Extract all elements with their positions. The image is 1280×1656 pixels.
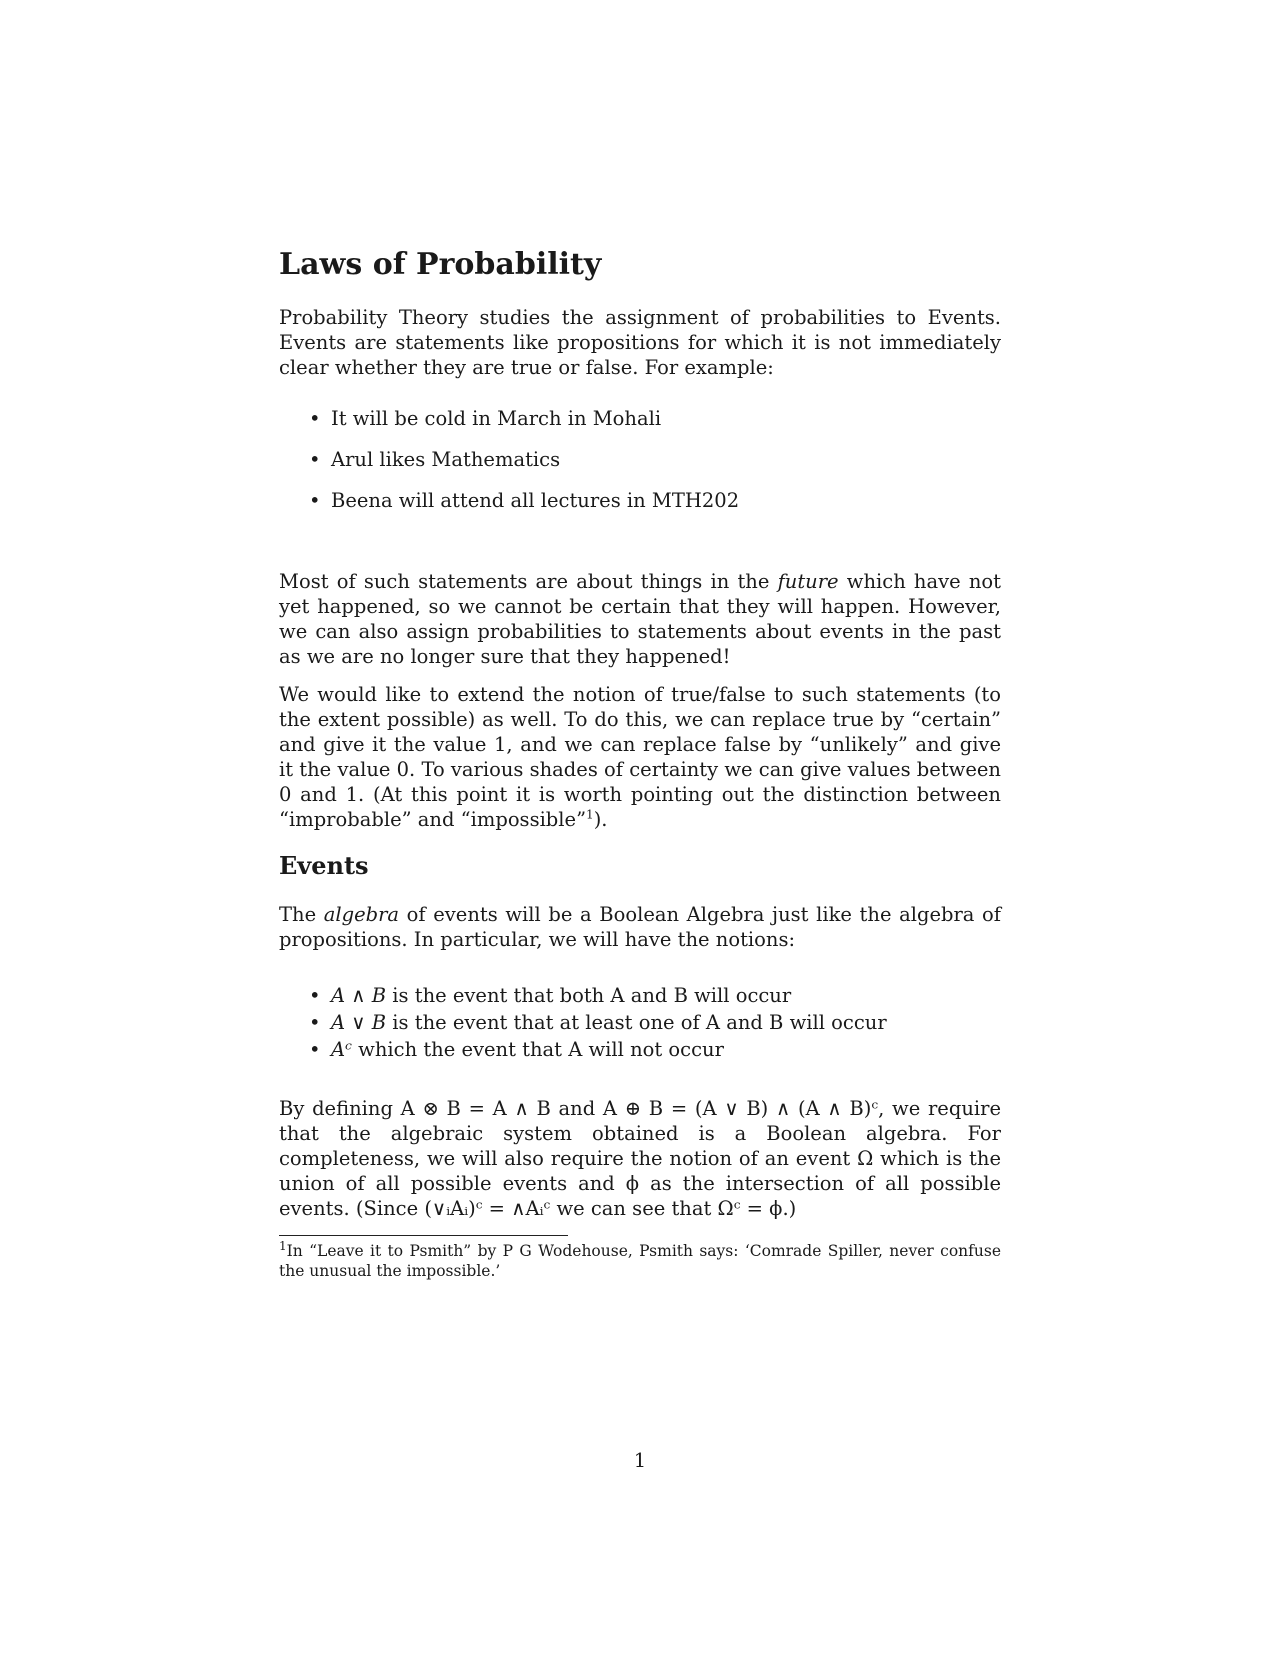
list-item: • Beena will attend all lectures in MTH202 xyxy=(309,488,739,513)
text-span: The xyxy=(279,903,324,926)
list-item xyxy=(309,1036,887,1063)
list-item xyxy=(309,1009,887,1036)
footnote-divider xyxy=(279,1235,568,1236)
math-expression: A ∧ B xyxy=(331,984,387,1007)
emphasis-text: algebra xyxy=(323,903,400,926)
emphasis-text: future xyxy=(777,570,839,593)
certainty-paragraph xyxy=(279,682,1001,832)
footnote xyxy=(279,1238,1001,1281)
list-item xyxy=(309,982,887,1009)
text-span: is the event that at least one of A and B will occur xyxy=(386,1011,887,1034)
page-title: Laws of Probability xyxy=(279,247,602,282)
text-span: Most of such statements are about things in the xyxy=(279,570,778,593)
intro-paragraph: Probability Theory studies the assignment of probabilities to Events. Events are statements like propositions for which it is not immediately clear whether they are true or false. For example: xyxy=(279,306,1001,379)
future-paragraph xyxy=(279,569,1001,669)
footnote-mark: 1 xyxy=(279,1238,287,1253)
footnote-text: In “Leave it to Psmith” by P G Wodehouse, Psmith says: ‘Comrade Spiller, never confuse the unusual the impossible.’ xyxy=(279,1242,1001,1280)
boolean-paragraph: By defining A ⊗ B = A ∧ B and A ⊕ B = (A ∨ B) ∧ (A ∧ B)ᶜ, we require that the algebraic system obtained is a Boolean algebra. For completeness, we will also require the notion of an event Ω which is the union of all possible events and ϕ as the intersection of all possible events. (Since (∨ᵢAᵢ)ᶜ = ∧Aᵢᶜ we can see that Ωᶜ = ϕ.) xyxy=(279,1097,1001,1220)
page-number: 1 xyxy=(633,1449,647,1472)
text-span: of events will be a Boolean Algebra just like the algebra of propositions. In particular, we will have the notions: xyxy=(279,903,1001,951)
text-span: We would like to extend the notion of true/false to such statements (to the extent possible) as well. To do this, we can replace true by “certain” and give it the value 1, and we can replace false by “unlikely” and give it the value 0. To various shades of certainty we can give values between 0 and 1. (At this point it is worth pointing out the distinction between “improbable” and “impossible” xyxy=(279,683,1001,831)
math-expression: Aᶜ xyxy=(331,1038,352,1061)
math-expression: A ∨ B xyxy=(331,1011,387,1034)
footnote-mark[interactable]: 1 xyxy=(586,807,594,822)
algebra-paragraph xyxy=(279,902,1001,952)
text-span: is the event that both A and B will occur xyxy=(386,984,792,1007)
section-heading-events: Events xyxy=(279,851,369,880)
text-span: which the event that A will not occur xyxy=(351,1038,724,1061)
notions-list xyxy=(309,982,887,1063)
list-item: • It will be cold in March in Mohali xyxy=(309,406,739,431)
text-span: which have not yet happened, so we cannot be certain that they will happen. However, we can also assign probabilities to statements about events in the past as we are no longer sure that they happened! xyxy=(279,570,1001,668)
list-item: • Arul likes Mathematics xyxy=(309,447,739,472)
text-span: ). xyxy=(593,808,608,831)
examples-list xyxy=(309,406,739,529)
